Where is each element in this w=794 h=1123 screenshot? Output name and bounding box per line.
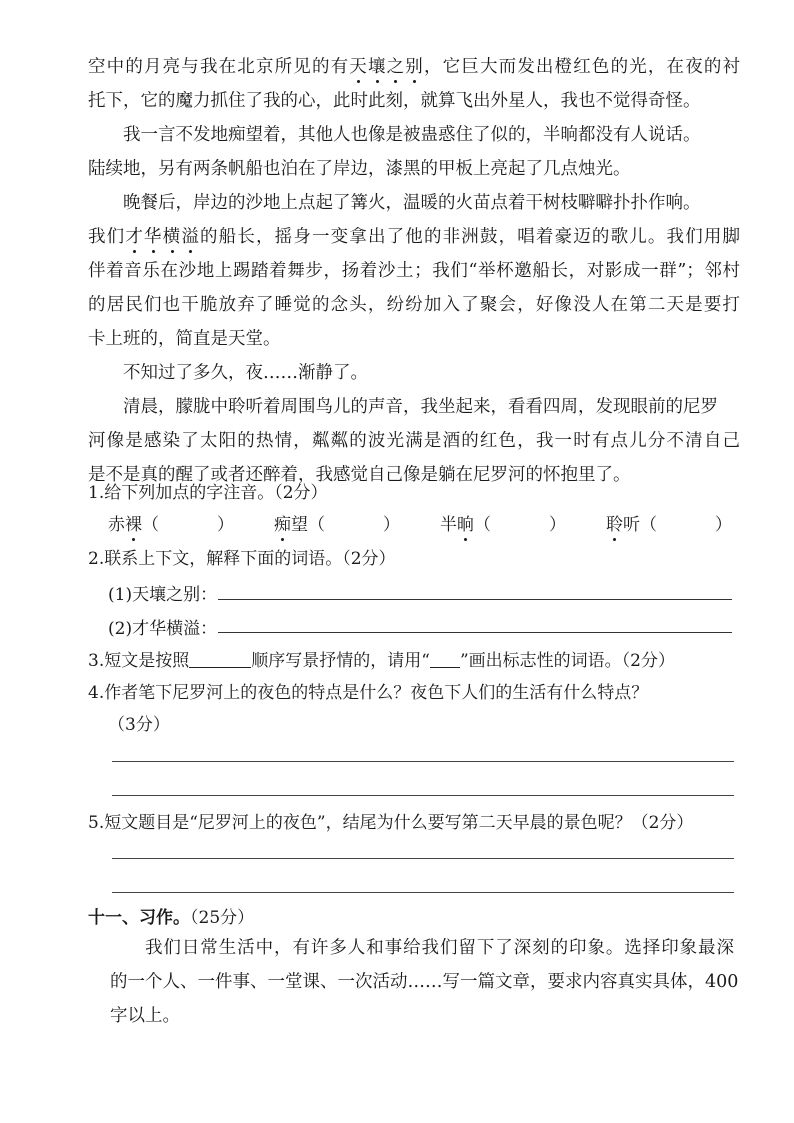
- essay-section-title: 十一、习作。（25分）: [88, 908, 255, 928]
- dotted-char: 华: [144, 227, 163, 247]
- pinyin-item: 聆听（ ）: [606, 515, 732, 535]
- dotted-char: 聆: [606, 515, 623, 535]
- essay-line: 字以上。: [110, 1006, 180, 1026]
- essay-line: 我们日常生活中，有许多人和事给我们留下了深刻的印象。选择印象最深: [145, 938, 734, 958]
- reading-passage: [88, 50, 740, 492]
- passage-line: 清晨，朦胧中聆听着周围鸟儿的声音，我坐起来，看看四周，发现眼前的尼罗: [123, 397, 718, 417]
- passage-line: 我一言不发地痴望着，其他人也像是被蛊惑住了似的，半晌都没有人说话。: [123, 125, 701, 145]
- passage-line: 晚餐后，岸边的沙地上点起了篝火，温暖的火苗点着干树枝噼噼扑扑作响。: [123, 193, 701, 213]
- dotted-char: 裸: [125, 515, 142, 535]
- dotted-char: 晌: [457, 515, 474, 535]
- passage-line: 陆续地，另有两条帆船也泊在了岸边，漆黑的甲板上亮起了几点烛光。: [88, 159, 631, 179]
- answer-line-2-2[interactable]: [218, 632, 732, 633]
- passage-line: 空中的月亮与我在北京所见的有天壤之别，它巨大而发出橙红色的光，在夜的衬: [88, 57, 741, 77]
- question-2-1-label: (1)天壤之别：: [108, 585, 218, 605]
- dotted-char: 溢: [181, 227, 201, 247]
- dotted-char: 才: [125, 227, 144, 247]
- question-3: 3.短文是按照 顺序写景抒情的，请用“ ”画出标志性的词语。（2分）: [88, 651, 675, 671]
- passage-line: 的居民们也干脆放弃了睡觉的念头，纷纷加入了聚会，好像没人在第二天是要打: [88, 295, 740, 315]
- answer-line-5b[interactable]: [112, 892, 734, 893]
- question-4: 4.作者笔下尼罗河上的夜色的特点是什么？夜色下人们的生活有什么特点？: [88, 683, 649, 703]
- question-2: 2.联系上下文，解释下面的词语。（2分）: [88, 549, 396, 569]
- dotted-char: 之: [386, 57, 406, 77]
- question-5: 5.短文题目是“尼罗河上的夜色”，结尾为什么要写第二天早晨的景色呢？（2分）: [88, 813, 694, 833]
- dotted-char: 痴: [274, 515, 291, 535]
- question-2-2-label: (2)才华横溢：: [108, 619, 218, 639]
- answer-line-4a[interactable]: [112, 761, 734, 762]
- passage-line: 托下，它的魔力抓住了我的心，此时此刻，就算飞出外星人，我也不觉得奇怪。: [88, 91, 701, 111]
- passage-line: 是不是真的醒了或者还醉着，我感觉自己像是躺在尼罗河的怀抱里了。: [88, 465, 631, 485]
- passage-line: 卡上班的，简直是天堂。: [88, 329, 281, 349]
- dotted-char: 天: [349, 57, 368, 77]
- answer-line-4b[interactable]: [112, 795, 734, 796]
- order-answer-blank[interactable]: [189, 651, 251, 668]
- answer-line-5a[interactable]: [112, 858, 734, 859]
- question-1: 1.给下列加点的字注音。（2分）: [88, 483, 328, 503]
- pinyin-items: [108, 510, 732, 542]
- passage-line: 伴着音乐在沙地上踢踏着舞步，扬着沙土；我们“举杯邀船长，对影成一群”；邻村: [88, 261, 740, 281]
- dotted-char: 壤: [367, 57, 387, 77]
- passage-line: 不知过了多久，夜……渐静了。: [123, 363, 368, 383]
- passage-line: 我们才华横溢的船长，摇身一变拿出了他的非洲鼓，唱着豪迈的歌儿。我们用脚: [88, 227, 741, 247]
- pinyin-item: 赤裸（ ）: [108, 515, 234, 535]
- essay-line: 的一个人、一件事、一堂课、一次活动……写一篇文章，要求内容真实具体，400: [110, 972, 739, 992]
- answer-line-2-1[interactable]: [218, 599, 732, 600]
- question-4-score: （3分）: [108, 715, 170, 735]
- pinyin-item: 痴望（ ）: [274, 515, 400, 535]
- pinyin-item: 半晌（ ）: [440, 515, 566, 535]
- dotted-char: 横: [162, 227, 182, 247]
- underline-sample: [430, 651, 460, 668]
- passage-line: 河像是感染了太阳的热情，粼粼的波光满是酒的红色，我一时有点儿分不清自己: [88, 431, 740, 451]
- essay-prompt: [110, 931, 739, 1033]
- dotted-char: 别: [405, 57, 424, 77]
